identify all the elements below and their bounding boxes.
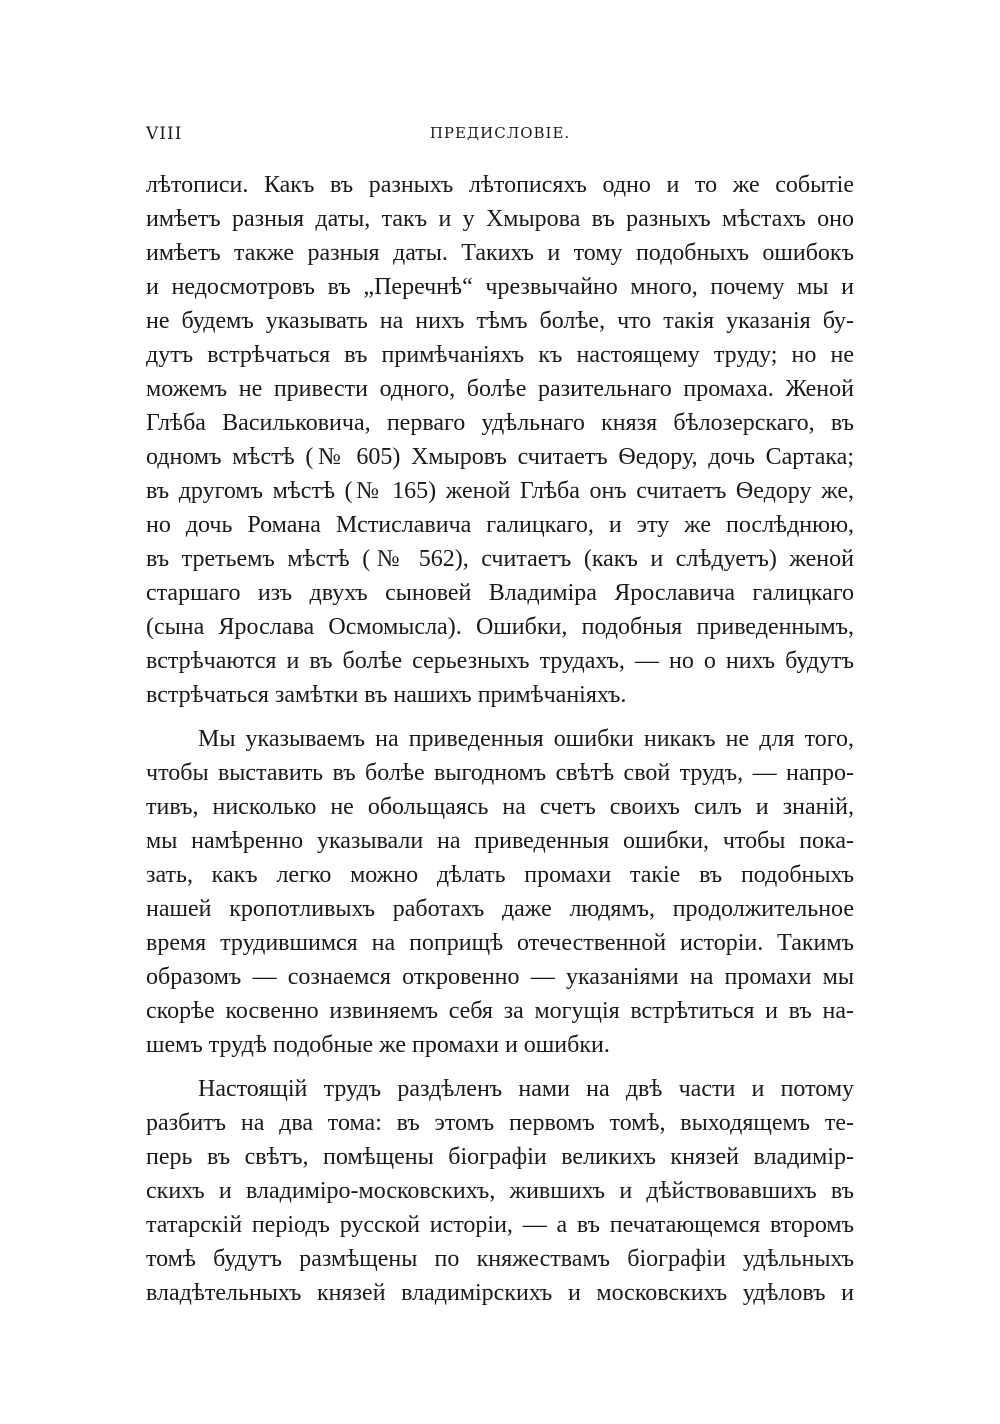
text-line: разбитъ на два тома: въ этомъ первомъ томѣ, выходящемъ те- [146, 1110, 854, 1136]
text-line: Настоящій трудъ раздѣленъ нами на двѣ части и потому [198, 1076, 854, 1102]
text-line: Мы указываемъ на приведенныя ошибки никакъ не для того, [198, 726, 854, 752]
page-number: VIII [146, 124, 183, 144]
text-line: дутъ встрѣчаться въ примѣчаніяхъ къ настоящему труду; но не [146, 342, 854, 368]
page-header [146, 124, 854, 154]
paragraph-2 [146, 722, 854, 1062]
text-line: владѣтельныхъ князей владимірскихъ и московскихъ удѣловъ и [146, 1280, 854, 1306]
text-line: въ другомъ мѣстѣ (№ 165) женой Глѣба онъ считаетъ Ѳедору же, [146, 478, 854, 504]
text-line: Глѣба Васильковича, перваго удѣльнаго князя бѣлозерскаго, въ [146, 410, 854, 436]
text-line: не будемъ указывать на нихъ тѣмъ болѣе, что такія указанія бу- [146, 308, 854, 334]
text-line: одномъ мѣстѣ (№ 605) Хмыровъ считаетъ Ѳедору, дочь Сартака; [146, 444, 854, 470]
text-line: имѣетъ также разныя даты. Такихъ и тому подобныхъ ошибокъ [146, 240, 854, 266]
text-line: скихъ и владиміро-московскихъ, жившихъ и дѣйствовавшихъ въ [146, 1178, 854, 1204]
text-line: чтобы выставить въ болѣе выгодномъ свѣтѣ свой трудъ, — напро- [146, 760, 854, 786]
text-line: лѣтописи. Какъ въ разныхъ лѣтописяхъ одно и то же событіе [146, 172, 854, 198]
text-line: татарскій періодъ русской исторіи, — а въ печатающемся второмъ [146, 1212, 854, 1238]
text-line: тивъ, нисколько не обольщаясь на счетъ своихъ силъ и знаній, [146, 794, 854, 820]
running-title: ПРЕДИСЛОВІЕ. [429, 124, 571, 142]
text-line: нашей кропотливыхъ работахъ даже людямъ, продолжительное [146, 896, 854, 922]
text-line: образомъ — сознаемся откровенно — указаніями на промахи мы [146, 964, 854, 990]
body-text [146, 168, 854, 1320]
text-line: но дочь Романа Мстиславича галицкаго, и эту же послѣднюю, [146, 512, 854, 538]
text-line: томѣ будутъ размѣщены по княжествамъ біографіи удѣльныхъ [146, 1246, 854, 1272]
text-line: шемъ трудѣ подобные же промахи и ошибки. [146, 1032, 610, 1058]
text-line: и недосмотровъ въ „Перечнѣ“ чрезвычайно много, почему мы и [146, 274, 854, 300]
text-line: мы намѣренно указывали на приведенныя ошибки, чтобы пока- [146, 828, 854, 854]
text-line: время трудившимся на поприщѣ отечественной исторіи. Такимъ [146, 930, 854, 956]
text-line: старшаго изъ двухъ сыновей Владиміра Ярославича галицкаго [146, 580, 854, 606]
text-line: встрѣчаться замѣтки въ нашихъ примѣчаніяхъ. [146, 682, 627, 708]
text-line: перь въ свѣтъ, помѣщены біографіи великихъ князей владимір- [146, 1144, 854, 1170]
text-line: встрѣчаются и въ болѣе серьезныхъ трудахъ, — но о нихъ будутъ [146, 648, 854, 674]
text-line: имѣетъ разныя даты, такъ и у Хмырова въ разныхъ мѣстахъ оно [146, 206, 854, 232]
text-line: скорѣе косвенно извиняемъ себя за могущія встрѣтиться и въ на- [146, 998, 854, 1024]
text-line: въ третьемъ мѣстѣ (№ 562), считаетъ (какъ и слѣдуетъ) женой [146, 546, 854, 572]
text-line: можемъ не привести одного, болѣе разительнаго промаха. Женой [146, 376, 854, 402]
paragraph-1 [146, 168, 854, 712]
paragraph-3 [146, 1072, 854, 1310]
text-line: (сына Ярослава Осмомысла). Ошибки, подобныя приведеннымъ, [146, 614, 854, 640]
text-line: зать, какъ легко можно дѣлать промахи такіе въ подобныхъ [146, 862, 854, 888]
